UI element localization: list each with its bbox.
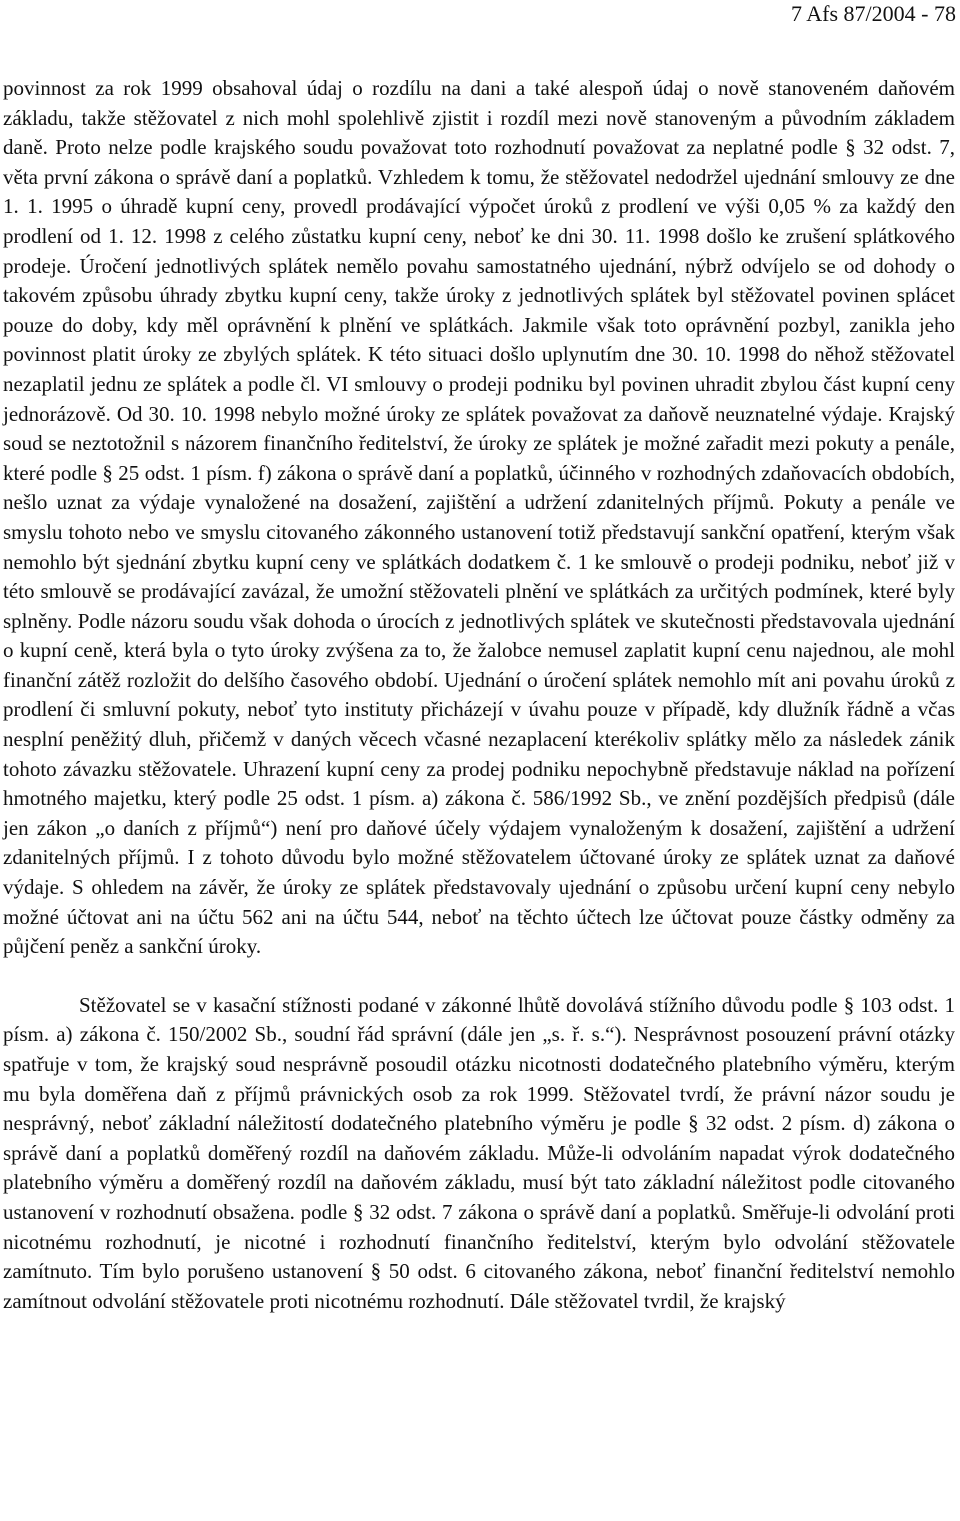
paragraph-cassation-complaint: Stěžovatel se v kasační stížnosti podané v zákonné lhůtě dovolává stížního důvodu podle § 103 odst. 1 písm. a) zákona č. 150/2002 Sb., soudní řád správní (dále jen „s. ř. s.“). Nesprávnost posouzení právní otázky spatřuje v tom, že krajský soud nesprávně posoudil otázku nicotnosti dodatečného platebního výměru, kterým mu byla doměřena daň z příjmů právnických osob za rok 1999. Stěžovatel tvrdí, že právní názor soudu je nesprávný, neboť základní náležitostí dodatečného platebního výměru je podle § 32 odst. 2 písm. d) zákona o správě daní a poplatků doměřený rozdíl na daňovém základu. Může-li odvoláním napadat výrok dodatečného platebního výměru a doměřený rozdíl na daňovém základu, musí být tato základní náležitost podle citovaného ustanovení v rozhodnutí obsažena. podle § 32 odst. 7 zákona o správě daní a poplatků. Směřuje-li odvolání proti nicotnému rozhodnutí, je nicotné i rozhodnutí finančního ředitelství, kterým bylo odvolání stěžovatele zamítnuto. Tím bylo porušeno ustanovení § 50 odst. 6 citovaného zákona, neboť finanční ředitelství nemohlo zamítnout odvolání stěžovatele proti nicotnému rozhodnutí. Dále stěžovatel tvrdil, že krajský <box>3 992 955 1313</box>
case-reference-header: 7 Afs 87/2004 - 78 <box>791 1 956 26</box>
paragraph-court-reasoning: povinnost za rok 1999 obsahoval údaj o rozdílu na dani a také alespoň údaj o nově stanoveném daňovém základu, takže stěžovatel z nich mohl spolehlivě zjistit i rozdíl mezi nově stanoveným a původním základem daně. Proto nelze podle krajského soudu považovat toto rozhodnutí považovat za neplatné podle § 32 odst. 7, věta první zákona o správě daní a poplatků. Vzhledem k tomu, že stěžovatel nedodržel ujednání smlouvy ze dne 1. 1. 1995 o úhradě kupní ceny, provedl prodávající výpočet úroků z prodlení ve výši 0,05 % za každý den prodlení od 1. 12. 1998 z celého zůstatku kupní ceny, neboť ke dni 30. 11. 1998 došlo ke zrušení splátkového prodeje. Úročení jednotlivých splátek nemělo povahu samostatného ujednání, nýbrž odvíjelo se od dohody o takovém způsobu úhrady zbytku kupní ceny, takže úroky z jednotlivých splátek byl stěžovatel povinen splácet pouze do doby, kdy měl oprávnění k plnění ve splátkách. Jakmile však toto oprávnění pozbyl, zanikla jeho povinnost platit úroky ze zbylých splátek. K této situaci došlo uplynutím dne 30. 10. 1998 do něhož stěžovatel nezaplatil jednu ze splátek a podle čl. VI smlouvy o prodeji podniku byl povinen uhradit zbylou část kupní ceny jednorázově. Od 30. 10. 1998 nebylo možné úroky ze splátek považovat za daňově neuznatelné výdaje. Krajský soud se neztotožnil s názorem finančního ředitelství, že úroky ze splátek je možné zařadit mezi pokuty a penále, které podle § 25 odst. 1 písm. f) zákona o správě daní a poplatků, účinného v rozhodných zdaňovacích obdobích, nešlo uznat za výdaje vynaložené na dosažení, zajištění a udržení zdanitelných příjmů. Pokuty a penále ve smyslu tohoto nebo ve smyslu citovaného zákonného ustanovení totiž představují sankční opatření, kterým však nemohlo být sjednání zbytku kupní ceny ve splátkách dodatkem č. 1 ke smlouvě o prodeji podniku, neboť již v této smlouvě se prodávající zavázal, že umožní stěžovateli plnění ve splátkách za určitých podmínek, které byly splněny. Podle názoru soudu však dohoda o úrocích z jednotlivých splátek ve skutečnosti představovala ujednání o kupní ceně, která byla o tyto úroky zvýšena za to, že žalobce nemusel zaplatit kupní cenu najednou, ale mohl finanční zátěž rozložit do delšího časového období. Ujednání o úročení splátek nemohlo mít ani povahu úroků z prodlení či smluvní pokuty, neboť tyto instituty přicházejí v úvahu pouze v případě, kdy dlužník řádně a včas nesplní peněžitý dluh, přičemž v daných věcech včasné nezaplacení kterékoliv splátky mělo za následek zánik tohoto závazku stěžovatele. Uhrazení kupní ceny za prodej podniku nepochybně představuje náklad na pořízení hmotného majetku, který podle 25 odst. 1 písm. a) zákona č. 586/1992 Sb., ve znění pozdějších předpisů (dále jen zákon „o daních z příjmů“) není pro daňové účely výdajem vynaloženým k dosažení, zajištění a udržení zdanitelných příjmů. I z tohoto důvodu bylo možné stěžovatelem účtované úroky ze splátek uznat za daňové výdaje. S ohledem na závěr, že úroky ze splátek představovaly ujednání o způsobu určení kupní ceny nebylo možné účtovat ani na účtu 562 ani na účtu 544, neboť na těchto účtech lze účtovat pouze částky odměny za půjčení peněz a sankční úroky. <box>3 76 955 959</box>
document-body <box>3 74 955 1316</box>
